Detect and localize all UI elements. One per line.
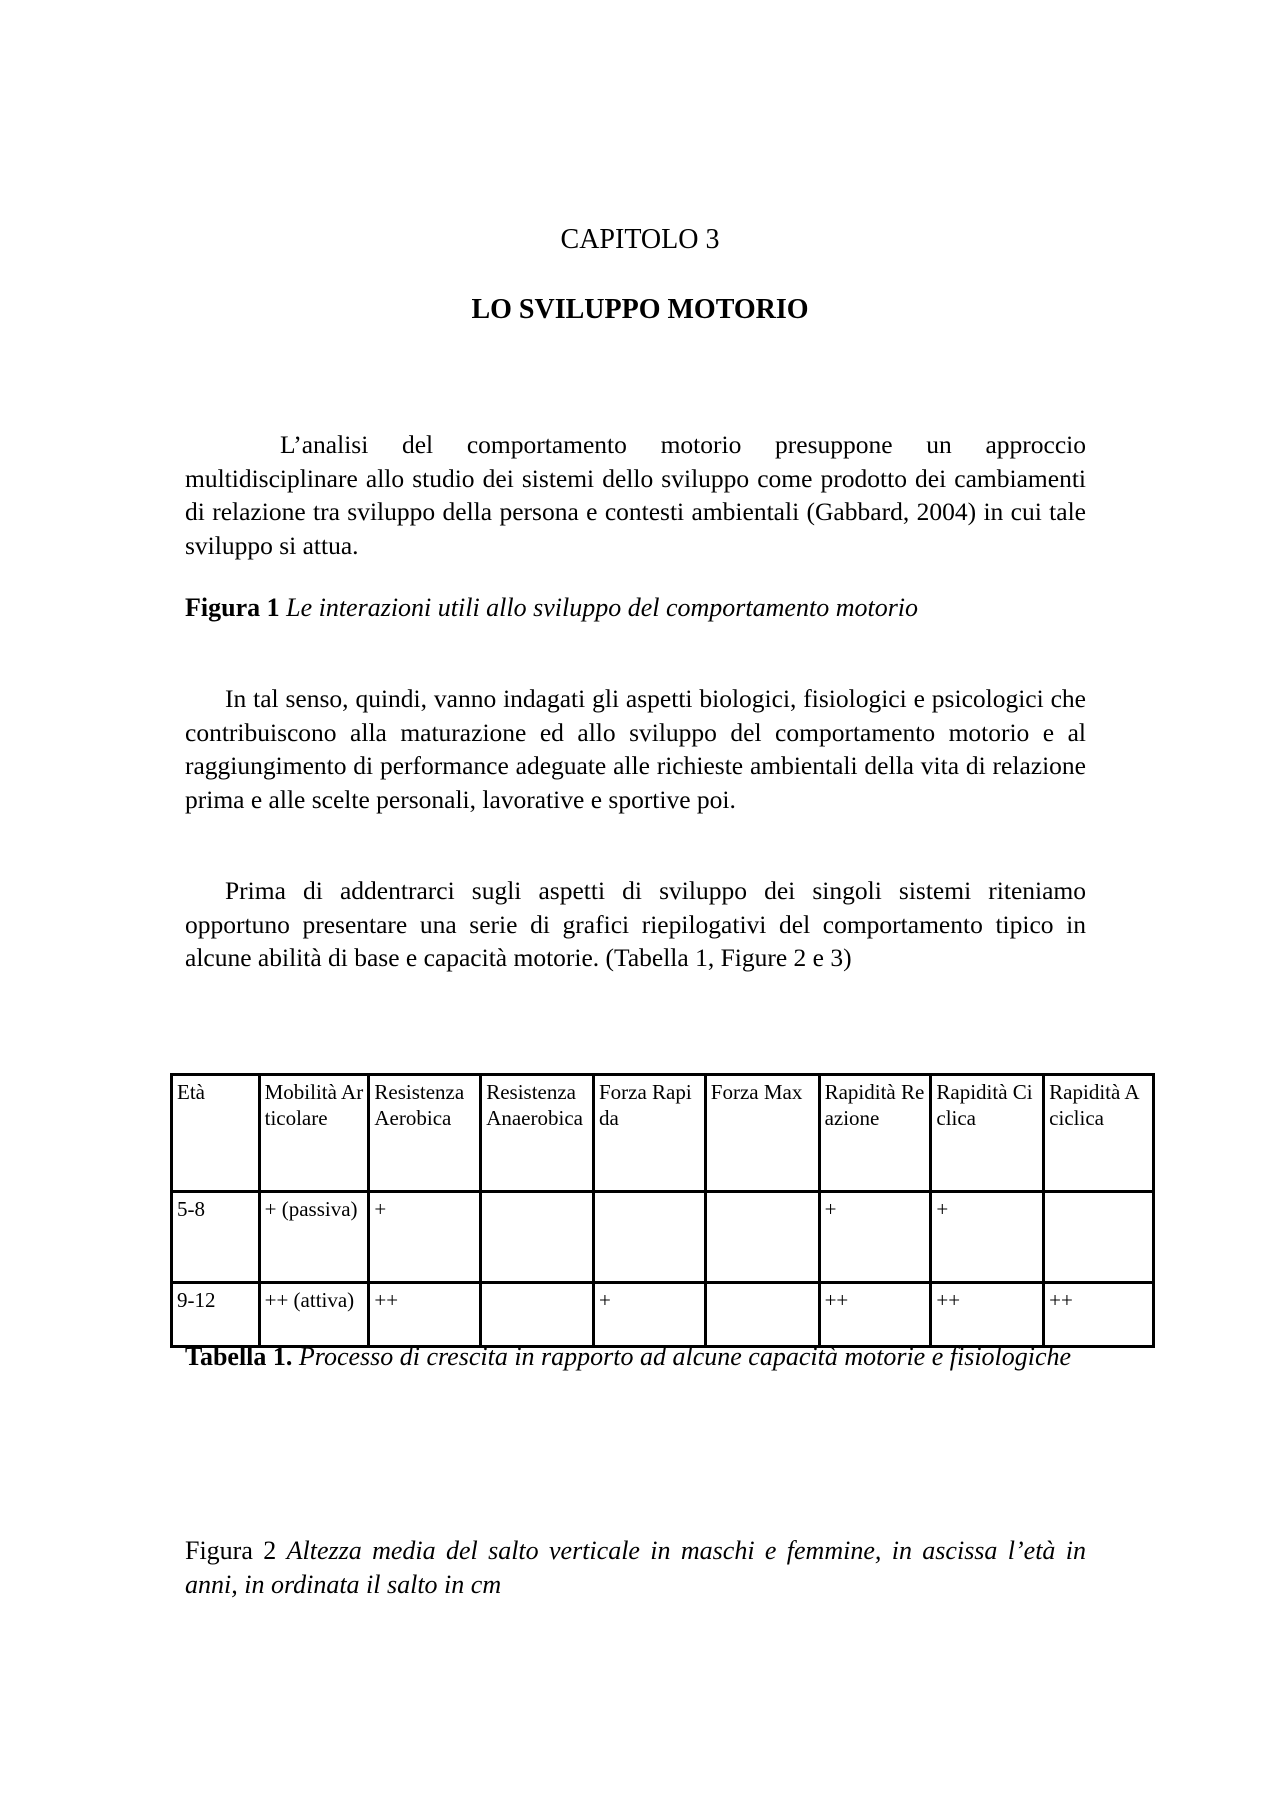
figure-1-label: Figura 1 xyxy=(185,593,280,622)
table-header-cell: Età xyxy=(172,1075,260,1192)
table-1-label: Tabella 1. xyxy=(185,1342,293,1371)
table-header-cell: Forza Rapida xyxy=(593,1075,705,1192)
table-header-cell: Mobilità Articolare xyxy=(259,1075,369,1192)
table-cell: + xyxy=(369,1192,481,1283)
table-cell: + xyxy=(931,1192,1044,1283)
table-cell xyxy=(481,1283,594,1347)
capacities-table xyxy=(170,1073,1155,1348)
table-cell xyxy=(481,1192,594,1283)
table-cell: ++ xyxy=(931,1283,1044,1347)
table-header-cell: Resistenza Aerobica xyxy=(369,1075,481,1192)
figure-2-label: Figura 2 xyxy=(185,1536,277,1565)
paragraph-graphs: Prima di addentrarci sugli aspetti di sviluppo dei singoli sistemi riteniamo opportuno presentare una serie di grafici riepilogativi del comportamento tipico in alcune abilità di base e capacità motorie. (Tabella 1, Figure 2 e 3) xyxy=(185,876,1086,972)
table-row xyxy=(172,1283,1154,1347)
table-cell: ++ xyxy=(819,1283,931,1347)
table-header-row xyxy=(172,1075,1154,1192)
figure-2-text: Altezza media del salto verticale in maschi e femmine, in ascissa l’età in anni, in ordinata il salto in cm xyxy=(185,1536,1087,1599)
table-header-cell: Resistenza Anaerobica xyxy=(481,1075,594,1192)
chapter-title: LO SVILUPPO MOTORIO xyxy=(471,294,809,325)
table-cell: 9-12 xyxy=(172,1283,260,1347)
table-header-cell: Rapidità Reazione xyxy=(819,1075,931,1192)
table-header-cell: Forza Max xyxy=(705,1075,819,1192)
table-cell: ++ xyxy=(369,1283,481,1347)
table-1-text: Processo di crescita in rapporto ad alcune capacità motorie e fisiologiche xyxy=(298,1342,1072,1371)
table-cell: + xyxy=(819,1192,931,1283)
table-cell: ++ (attiva) xyxy=(259,1283,369,1347)
chapter-number: CAPITOLO 3 xyxy=(560,224,720,255)
table-cell xyxy=(705,1283,819,1347)
table-header-cell: Rapidità Ciclica xyxy=(931,1075,1044,1192)
table-1-caption xyxy=(185,1340,1086,1374)
table-cell xyxy=(1044,1192,1154,1283)
figure-1-text: Le interazioni utili allo sviluppo del comportamento motorio xyxy=(286,593,919,622)
figure-1-caption xyxy=(185,591,1086,625)
table-header-cell: Rapidità Aciclica xyxy=(1044,1075,1154,1192)
paragraph-aspects: In tal senso, quindi, vanno indagati gli aspetti biologici, fisiologici e psicologici che contribuiscono alla maturazione ed allo sviluppo del comportamento motorio e al raggiungimento di performance adeguate alle richieste ambientali della vita di relazione prima e alle scelte personali, lavorative e sportive poi. xyxy=(185,684,1086,814)
table-cell xyxy=(705,1192,819,1283)
table-cell xyxy=(593,1192,705,1283)
table-cell: + xyxy=(593,1283,705,1347)
figure-2-caption xyxy=(185,1534,1086,1602)
table-row xyxy=(172,1192,1154,1283)
table-cell: ++ xyxy=(1044,1283,1154,1347)
table-cell: + (passiva) xyxy=(259,1192,369,1283)
paragraph-intro: L’analisi del comportamento motorio presuppone un approccio multidisciplinare allo studio dei sistemi dello sviluppo come prodotto dei cambiamenti di relazione tra sviluppo della persona e contesti ambientali (Gabbard, 2004) in cui tale sviluppo si attua. xyxy=(185,430,1086,560)
table-cell: 5-8 xyxy=(172,1192,260,1283)
